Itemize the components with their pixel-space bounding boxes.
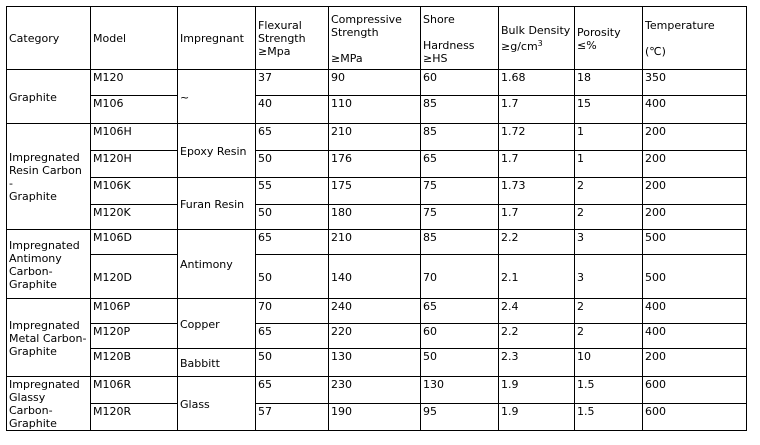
cell-flexural: 70 <box>256 299 329 324</box>
cell-model: M120R <box>91 404 178 431</box>
cell-flexural: 55 <box>256 178 329 205</box>
cell-bulk-density: 1.7 <box>499 151 575 178</box>
impregnant-antimony: Antimony <box>178 230 256 299</box>
cell-temperature: 500 <box>643 230 747 255</box>
cell-flexural: 50 <box>256 205 329 230</box>
cell-bulk-density: 2.3 <box>499 349 575 377</box>
cell-temperature: 400 <box>643 324 747 349</box>
cell-flexural: 65 <box>256 124 329 151</box>
cell-temperature: 200 <box>643 349 747 377</box>
cell-model: M120H <box>91 151 178 178</box>
cell-temperature: 400 <box>643 299 747 324</box>
table-row <box>7 230 747 255</box>
cell-flexural: 37 <box>256 70 329 96</box>
cell-shore: 130 <box>421 377 499 404</box>
cell-temperature: 200 <box>643 178 747 205</box>
cell-porosity: 18 <box>575 70 643 96</box>
cell-shore: 60 <box>421 70 499 96</box>
cell-compressive: 210 <box>329 230 421 255</box>
cell-porosity: 2 <box>575 299 643 324</box>
cell-compressive: 190 <box>329 404 421 431</box>
cell-shore: 70 <box>421 255 499 299</box>
cell-porosity: 15 <box>575 96 643 124</box>
category-graphite: Graphite <box>7 70 91 124</box>
cell-shore: 75 <box>421 178 499 205</box>
cell-flexural: 50 <box>256 151 329 178</box>
material-spec-table <box>6 6 747 431</box>
table-row <box>7 178 747 205</box>
cell-temperature: 500 <box>643 255 747 299</box>
cell-temperature: 400 <box>643 96 747 124</box>
cell-model: M106R <box>91 377 178 404</box>
cell-shore: 85 <box>421 124 499 151</box>
header-temperature: Temperature (℃) <box>643 7 747 70</box>
header-category: Category <box>7 7 91 70</box>
cell-porosity: 2 <box>575 324 643 349</box>
cell-compressive: 180 <box>329 205 421 230</box>
cell-temperature: 350 <box>643 70 747 96</box>
table-row <box>7 205 747 230</box>
cell-porosity: 1 <box>575 124 643 151</box>
cell-bulk-density: 1.9 <box>499 377 575 404</box>
cell-porosity: 1 <box>575 151 643 178</box>
header-compressive-strength: Compressive Strength ≥MPa <box>329 7 421 70</box>
header-model: Model <box>91 7 178 70</box>
impregnant-glass: Glass <box>178 377 256 431</box>
cell-bulk-density: 2.2 <box>499 324 575 349</box>
cell-compressive: 130 <box>329 349 421 377</box>
cell-shore: 65 <box>421 151 499 178</box>
cell-porosity: 3 <box>575 230 643 255</box>
cell-bulk-density: 2.4 <box>499 299 575 324</box>
table-row <box>7 96 747 124</box>
cell-porosity: 2 <box>575 205 643 230</box>
cell-model: M120B <box>91 349 178 377</box>
cell-model: M106K <box>91 178 178 205</box>
cell-porosity: 10 <box>575 349 643 377</box>
cell-temperature: 200 <box>643 205 747 230</box>
cell-model: M106P <box>91 299 178 324</box>
cell-model: M106H <box>91 124 178 151</box>
cell-compressive: 210 <box>329 124 421 151</box>
cell-compressive: 175 <box>329 178 421 205</box>
category-impregnated-resin: Impregnated Resin Carbon - Graphite <box>7 124 91 230</box>
cell-temperature: 200 <box>643 151 747 178</box>
cell-flexural: 50 <box>256 255 329 299</box>
header-row <box>7 7 747 70</box>
cell-compressive: 240 <box>329 299 421 324</box>
cell-porosity: 2 <box>575 178 643 205</box>
cell-flexural: 40 <box>256 96 329 124</box>
category-impregnated-glassy: Impregnated Glassy Carbon- Graphite <box>7 377 91 431</box>
impregnant-epoxy-resin: Epoxy Resin <box>178 124 256 178</box>
cell-model: M120D <box>91 255 178 299</box>
cell-bulk-density: 1.9 <box>499 404 575 431</box>
cell-flexural: 50 <box>256 349 329 377</box>
header-flexural-strength: Flexural Strength ≥Mpa <box>256 7 329 70</box>
cell-shore: 75 <box>421 205 499 230</box>
cell-bulk-density: 2.2 <box>499 230 575 255</box>
table-row <box>7 299 747 324</box>
table-row <box>7 70 747 96</box>
cell-flexural: 65 <box>256 324 329 349</box>
cell-bulk-density: 1.72 <box>499 124 575 151</box>
header-porosity: Porosity ≤% <box>575 7 643 70</box>
category-impregnated-metal: Impregnated Metal Carbon- Graphite <box>7 299 91 377</box>
cell-flexural: 57 <box>256 404 329 431</box>
cell-shore: 95 <box>421 404 499 431</box>
cell-model: M106 <box>91 96 178 124</box>
cell-bulk-density: 1.73 <box>499 178 575 205</box>
impregnant-furan-resin: Furan Resin <box>178 178 256 230</box>
cell-bulk-density: 1.7 <box>499 96 575 124</box>
cell-compressive: 110 <box>329 96 421 124</box>
table-row <box>7 324 747 349</box>
cell-shore: 60 <box>421 324 499 349</box>
cell-compressive: 220 <box>329 324 421 349</box>
table-row <box>7 349 747 377</box>
category-impregnated-antimony: Impregnated Antimony Carbon- Graphite <box>7 230 91 299</box>
table-row <box>7 377 747 404</box>
cell-shore: 85 <box>421 96 499 124</box>
cell-compressive: 176 <box>329 151 421 178</box>
cell-model: M120K <box>91 205 178 230</box>
header-impregnant: Impregnant <box>178 7 256 70</box>
impregnant-none: ~ <box>178 70 256 124</box>
cell-bulk-density: 1.68 <box>499 70 575 96</box>
cell-temperature: 600 <box>643 377 747 404</box>
table-row <box>7 255 747 299</box>
cell-model: M120 <box>91 70 178 96</box>
cell-temperature: 200 <box>643 124 747 151</box>
cell-flexural: 65 <box>256 230 329 255</box>
cell-porosity: 1.5 <box>575 404 643 431</box>
table-row <box>7 124 747 151</box>
cell-shore: 65 <box>421 299 499 324</box>
table-row <box>7 404 747 431</box>
cell-shore: 50 <box>421 349 499 377</box>
cell-flexural: 65 <box>256 377 329 404</box>
cell-bulk-density: 2.1 <box>499 255 575 299</box>
cell-bulk-density: 1.7 <box>499 205 575 230</box>
cell-compressive: 90 <box>329 70 421 96</box>
cell-shore: 85 <box>421 230 499 255</box>
header-shore-hardness: Shore Hardness ≥HS <box>421 7 499 70</box>
impregnant-babbitt: Babbitt <box>178 349 256 377</box>
header-bulk-density: Bulk Density $\ge g/cm^3$ <box>499 7 575 70</box>
cell-model: M120P <box>91 324 178 349</box>
cell-temperature: 600 <box>643 404 747 431</box>
cell-compressive: 140 <box>329 255 421 299</box>
cell-porosity: 3 <box>575 255 643 299</box>
cell-porosity: 1.5 <box>575 377 643 404</box>
cell-compressive: 230 <box>329 377 421 404</box>
cell-model: M106D <box>91 230 178 255</box>
table-row <box>7 151 747 178</box>
impregnant-copper: Copper <box>178 299 256 349</box>
